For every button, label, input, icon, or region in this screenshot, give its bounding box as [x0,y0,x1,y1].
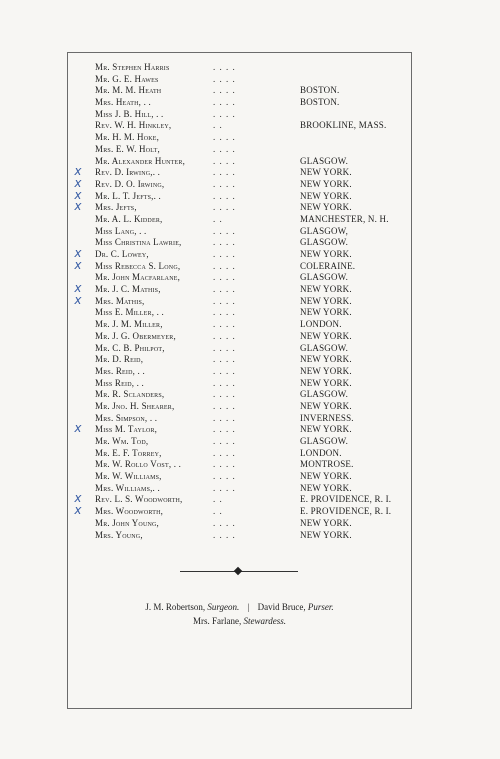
passenger-destination: NEW YORK. [300,377,352,388]
passenger-row [95,319,405,331]
passenger-name: Miss Christina Lawrie, [95,237,182,248]
passenger-row [95,389,405,401]
passenger-name: Mr. Jno. H. Shearer, [95,400,175,411]
passenger-name: Mr. A. L. Kidder, [95,213,163,224]
passenger-row [74,246,405,261]
passenger-destination: LONDON. [300,319,342,330]
passenger-destination: MANCHESTER, N. H. [300,213,389,224]
leader-dots: . . . . [213,482,236,493]
passenger-destination: GLASGOW. [300,436,349,446]
leader-dots: . . . . [213,307,236,318]
leader-dots: . . . . [213,365,236,376]
passenger-destination: E. PROVIDENCE, R. I. [300,494,392,505]
passenger-name: Mr. G. E. Hawes [95,73,159,84]
passenger-destination: MONTROSE. [300,459,354,470]
leader-dots: . . . . [213,132,236,143]
passenger-destination: NEW YORK. [300,190,352,201]
passenger-name: Mr. W. Rollo Vost, . . [95,459,182,470]
passenger-name: Mr. R. Sclanders, [95,389,165,400]
leader-dots: . . . . [213,155,236,166]
passenger-name: Mr. D. Reid, [95,354,144,365]
leader-dots: . . . . [213,471,236,482]
passenger-destination: GLASGOW. [300,155,349,166]
passenger-row [74,421,405,436]
passenger-destination: NEW YORK. [300,249,352,259]
passenger-name: Mr. J. C. Mathis, [95,284,161,295]
passenger-row [95,144,405,156]
leader-dots: . . . . [213,319,236,330]
crew-separator: | [247,602,250,612]
passenger-row [95,436,405,448]
passenger-destination: NEW YORK. [300,167,352,178]
leader-dots: . . . . [213,459,236,470]
leader-dots: . . [213,213,223,224]
passenger-name: Mr. W. Williams, [95,471,162,482]
passenger-row [95,366,405,378]
passenger-row [95,62,405,74]
leader-dots: . . . . [213,377,236,388]
passenger-name: Mrs. Woodworth, [95,506,164,517]
passenger-destination: NEW YORK. [300,284,352,295]
leader-dots: . . . . [213,190,236,201]
surgeon-name: J. M. Robertson, [145,602,206,612]
crew-line-stewardess [67,616,412,626]
leader-dots: . . . . [213,354,236,365]
passenger-name: Rev. D. O. Irwing, [95,178,165,189]
passenger-name: Miss M. Taylor, [95,424,158,435]
passenger-row [74,187,405,203]
passenger-destination: GLASGOW. [300,237,349,248]
handwritten-x-mark: x [74,164,82,179]
leader-dots: . . . . [213,436,236,446]
passenger-name: Mr. M. M. Heath [95,85,162,96]
leader-dots: . . [213,506,223,517]
passenger-row [95,530,405,542]
passenger-name: Miss Rebecca S. Long, [95,260,181,271]
passenger-name: Mrs. Simpson, . . [95,412,158,423]
passenger-list [74,62,405,541]
handwritten-x-mark: x [74,503,82,518]
leader-dots: . . . . [213,178,236,189]
passenger-destination: COLERAINE. [300,260,356,271]
passenger-destination: NEW YORK. [300,202,352,213]
passenger-destination: GLASGOW. [300,389,349,400]
passenger-row [74,164,405,179]
stewardess-role: Stewardess. [243,616,286,626]
passenger-name: Mr. J. M. Miller, [95,319,163,330]
passenger-name: Mr. Alexander Hunter, [95,155,186,166]
purser-role: Purser. [307,602,334,612]
handwritten-x-mark: x [74,281,82,296]
leader-dots: . . . . [213,295,236,306]
passenger-row [95,85,405,97]
passenger-destination: GLASGOW, [300,225,349,236]
passenger-name: Mrs. E. W. Holt, [95,143,160,154]
passenger-destination: NEW YORK. [300,365,352,376]
purser-name: David Bruce, [257,602,306,612]
crew-line-officers [67,602,412,612]
passenger-name: Mr. E. F. Torrey, [95,447,162,458]
passenger-destination: LONDON. [300,447,342,458]
passenger-destination: NEW YORK. [300,424,352,435]
leader-dots: . . . . [213,529,236,540]
leader-dots: . . . . [213,167,236,178]
passenger-row [95,448,405,460]
leader-dots: . . . . [213,400,236,411]
passenger-destination: NEW YORK. [300,354,352,365]
passenger-row [95,214,405,226]
passenger-name: Miss E. Miller, . . [95,307,164,318]
passenger-name: Mrs. Williams,. . [95,482,160,493]
passenger-destination: E. PROVIDENCE, R. I. [300,506,392,517]
passenger-name: Mr. J. G. Obermeyer, [95,330,176,341]
passenger-destination: INVERNESS. [300,412,354,423]
handwritten-x-mark: x [74,491,82,506]
passenger-destination: NEW YORK. [300,330,352,341]
leader-dots: . . . . [213,447,236,458]
passenger-row [74,281,405,296]
passenger-name: Mr. John Macfarlane, [95,272,181,283]
passenger-name: Miss J. B. Hill, . . [95,108,164,119]
leader-dots: . . . . [213,424,236,435]
passenger-destination: BROOKLINE, MASS. [300,120,387,131]
passenger-row [95,343,405,355]
passenger-row [95,401,405,413]
passenger-destination: NEW YORK. [300,482,352,493]
passenger-destination: GLASGOW. [300,342,349,353]
passenger-destination: NEW YORK. [300,295,352,306]
leader-dots: . . . . [213,97,236,108]
passenger-destination: GLASGOW. [300,272,349,283]
passenger-row [95,413,405,425]
passenger-name: Mr. Wm. Tod, [95,436,149,446]
passenger-destination: BOSTON. [300,85,340,96]
passenger-name: Mrs. Young, [95,529,143,540]
passenger-destination: NEW YORK. [300,529,352,540]
passenger-row [74,175,405,191]
leader-dots: . . . . [213,284,236,295]
handwritten-x-mark: x [74,246,82,260]
leader-dots: . . . . [213,260,236,271]
passenger-destination: NEW YORK. [300,471,352,482]
passenger-name: Mrs. Jefts, [95,202,137,213]
handwritten-x-mark: x [74,421,82,436]
passenger-row [74,503,405,518]
passenger-row [95,331,405,343]
passenger-name: Rev. L. S. Woodworth, [95,494,183,505]
leader-dots: . . [213,120,223,131]
leader-dots: . . . . [213,330,236,341]
leader-dots: . . . . [213,73,236,84]
passenger-name: Dr. C. Lowey, [95,249,149,259]
passenger-row [95,483,405,495]
passenger-name: Mr. L. T. Jefts,. . [95,190,161,201]
passenger-destination: NEW YORK. [300,307,352,318]
passenger-name: Rev. D. Irwing,. . [95,167,161,178]
passenger-name: Mrs. Reid, . . [95,365,145,376]
leader-dots: . . . . [213,202,236,213]
passenger-row [95,307,405,319]
leader-dots: . . [213,494,223,505]
passenger-row [95,471,405,483]
passenger-row [95,109,405,121]
passenger-row [95,378,405,390]
leader-dots: . . . . [213,412,236,423]
passenger-row [95,237,405,249]
passenger-row [95,354,405,366]
leader-dots: . . . . [213,389,236,400]
passenger-row [95,74,405,86]
leader-dots: . . . . [213,143,236,154]
leader-dots: . . . . [213,62,236,72]
passenger-name: Mr. H. M. Hoke, [95,132,160,143]
passenger-row [95,132,405,144]
passenger-name: Mr. Stephen Harris [95,62,170,72]
handwritten-x-mark: x [74,187,82,202]
passenger-row [95,120,405,132]
passenger-row [95,156,405,168]
handwritten-x-mark: x [74,175,82,190]
passenger-name: Miss Reid, . . [95,377,144,388]
passenger-name: Rev. W. H. Hinkley, [95,120,172,131]
leader-dots: . . . . [213,225,236,236]
leader-dots: . . . . [213,249,236,259]
leader-dots: . . . . [213,272,236,283]
handwritten-x-mark: x [74,292,82,307]
passenger-row [95,518,405,530]
passenger-destination: NEW YORK. [300,517,352,528]
passenger-destination: BOSTON. [300,97,340,108]
leader-dots: . . . . [213,237,236,248]
leader-dots: . . . . [213,108,236,119]
passenger-name: Miss Lang, . . [95,225,147,236]
passenger-row [74,257,405,273]
handwritten-x-mark: x [74,257,82,272]
passenger-name: Mrs. Mathis, [95,295,145,306]
passenger-name: Mr. John Young, [95,517,160,528]
handwritten-x-mark: x [74,199,82,214]
leader-dots: . . . . [213,342,236,353]
surgeon-role: Surgeon. [207,602,240,612]
passenger-name: Mrs. Heath, . . [95,97,151,108]
leader-dots: . . . . [213,517,236,528]
passenger-row [74,199,405,214]
passenger-row [95,272,405,284]
passenger-row [95,459,405,471]
stewardess-name: Mrs. Farlane, [193,616,242,626]
leader-dots: . . . . [213,85,236,96]
passenger-name: Mr. C. B. Philpot, [95,342,165,353]
passenger-row [74,491,405,506]
passenger-row [95,97,405,109]
passenger-destination: NEW YORK. [300,178,352,189]
passenger-row [74,292,405,308]
passenger-destination: NEW YORK. [300,400,352,411]
passenger-row [95,226,405,238]
